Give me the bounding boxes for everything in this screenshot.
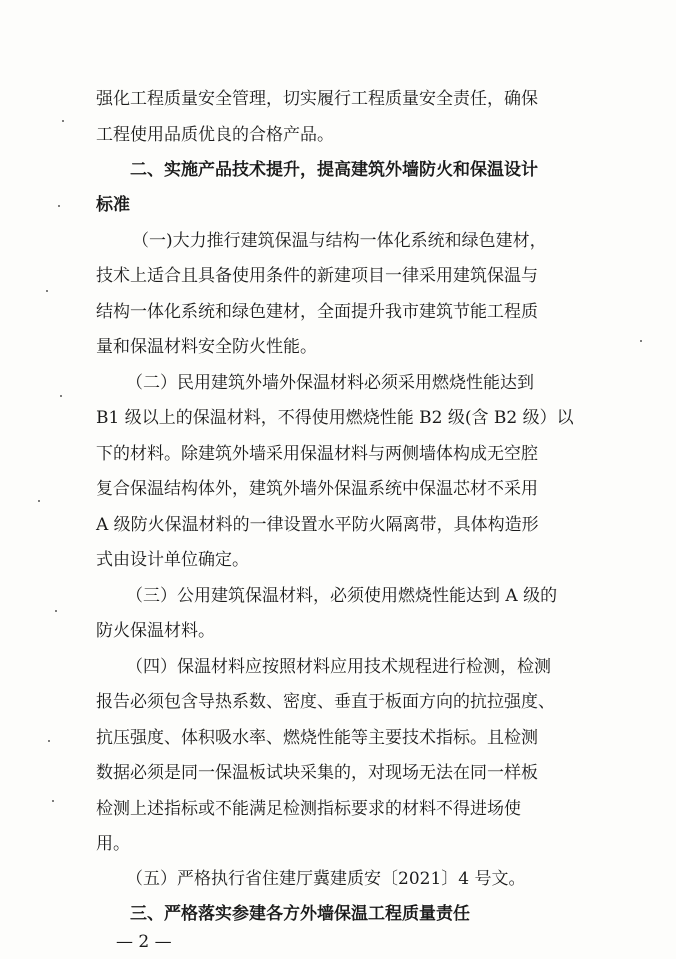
section-heading: 标准 (96, 195, 130, 215)
text-line: B1 级以上的保温材料，不得使用燃烧性能 B2 级(含 B2 级）以 (96, 408, 574, 428)
section-heading: 二、实施产品技术提升，提高建筑外墙防火和保温设计 (130, 160, 538, 180)
text-line: 防火保温材料。 (96, 621, 215, 641)
page-number: — 2 — (116, 932, 172, 952)
section-heading: 三、严格落实参建各方外墙保温工程质量责任 (130, 904, 470, 924)
scan-speck (62, 120, 64, 122)
text-line: 抗压强度、体积吸水率、燃烧性能等主要技术指标。且检测 (96, 728, 538, 748)
text-line: （二）民用建筑外墙外保温材料必须采用燃烧性能达到 (126, 373, 534, 393)
scan-speck (48, 740, 50, 742)
text-line: 式由设计单位确定。 (96, 550, 249, 570)
text-line: 报告必须包含导热系数、密度、垂直于板面方向的抗拉强度、 (96, 692, 555, 712)
scan-speck (58, 205, 60, 207)
text-line: 数据必须是同一保温板试块采集的，对现场无法在同一样板 (96, 763, 538, 783)
text-line: 下的材料。除建筑外墙采用保温材料与两侧墙体构成无空腔 (96, 444, 538, 464)
text-line: 检测上述指标或不能满足检测指标要求的材料不得进场使 (96, 799, 521, 819)
scan-speck (52, 800, 54, 802)
text-line: （三）公用建筑保温材料，必须使用燃烧性能达到 A 级的 (126, 586, 558, 606)
scan-speck (46, 290, 48, 292)
text-line: A 级防火保温材料的一律设置水平防火隔离带，具体构造形 (96, 515, 539, 535)
text-line: 用。 (96, 834, 130, 854)
scan-speck (38, 500, 40, 502)
text-line: （一)大力推行建筑保温与结构一体化系统和绿色建材， (132, 231, 547, 251)
text-line: 复合保温结构体外，建筑外墙外保温系统中保温芯材不采用 (96, 479, 538, 499)
scan-speck (60, 395, 62, 397)
text-line: 工程使用品质优良的合格产品。 (96, 125, 334, 145)
text-line: 量和保温材料安全防火性能。 (96, 337, 317, 357)
text-line: 结构一体化系统和绿色建材，全面提升我市建筑节能工程质 (96, 302, 538, 322)
text-line: 技术上适合且具备使用条件的新建项目一律采用建筑保温与 (96, 266, 538, 286)
text-line: （五）严格执行省住建厅冀建质安〔2021〕4 号文。 (126, 869, 526, 889)
scan-speck (55, 610, 57, 612)
text-line: （四）保温材料应按照材料应用技术规程进行检测，检测 (126, 657, 551, 677)
scan-speck (640, 340, 642, 342)
text-line: 强化工程质量安全管理，切实履行工程质量安全责任，确保 (96, 89, 538, 109)
